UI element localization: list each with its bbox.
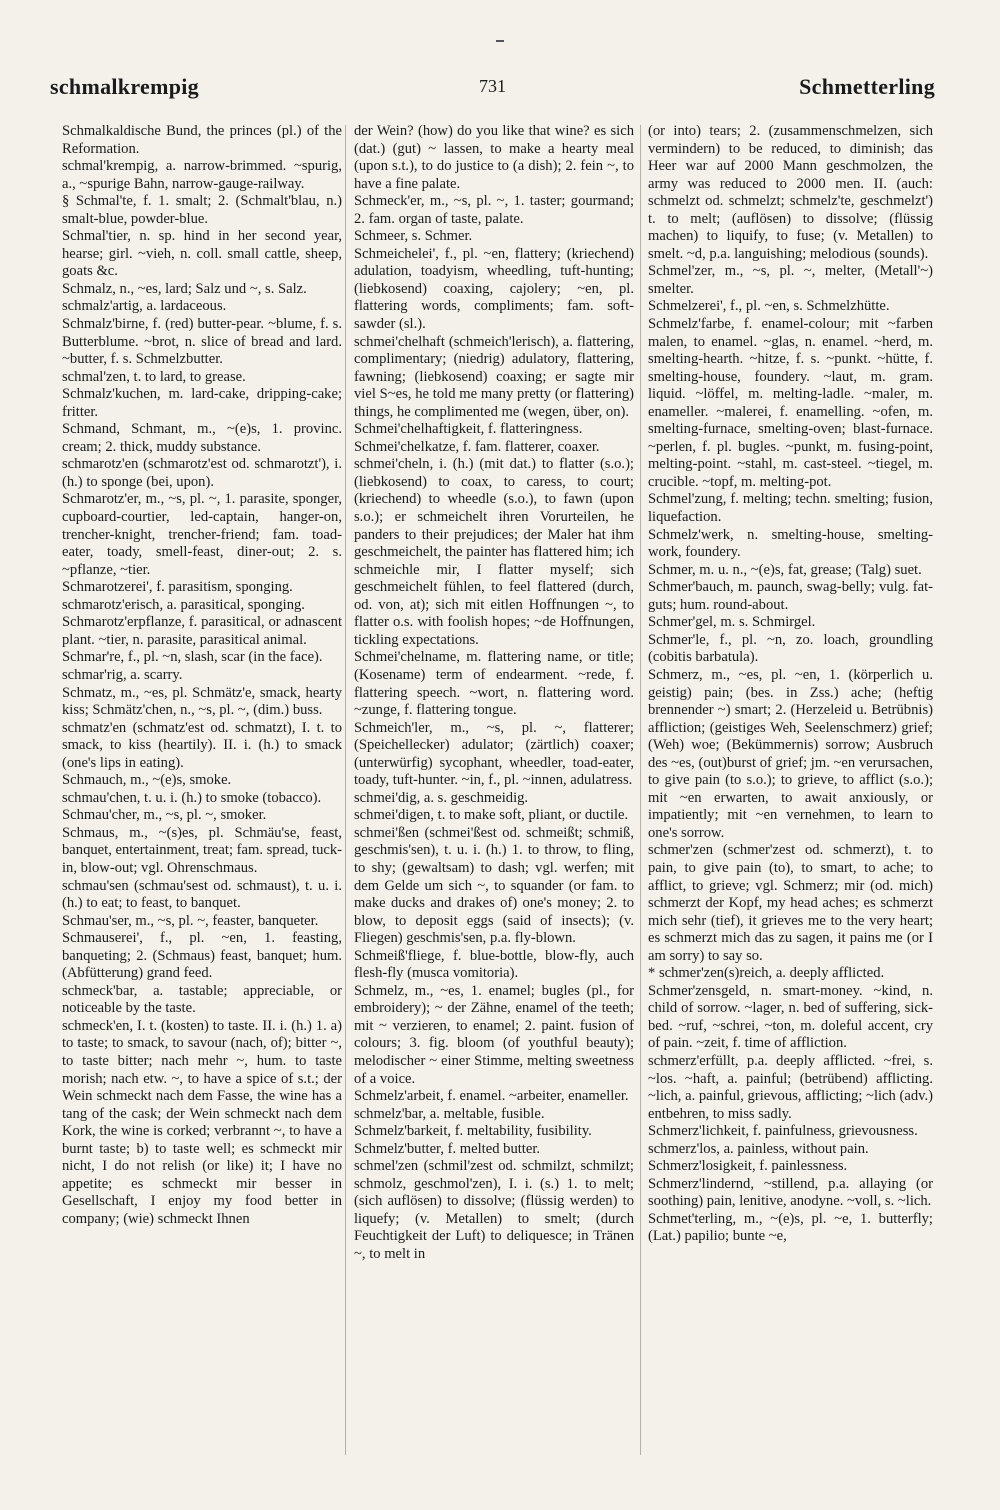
dictionary-entry: Schmelz'farbe, f. enamel-colour; mit ~farben malen, to enamel. ~glas, n. enamel. ~herd, m. smelting-hearth. ~hitze, f. s. ~punkt. ~hütte, f. smelting-house, foundery. ~laut, m. gram. liquid. ~löffel, m. melting-ladle. ~maler, m. enameller. ~malerei, f. enamelling. ~ofen, m. smelting-furnace, smelting-oven; blast-furnace. ~perlen, f. pl. bugles. ~punkt, m. fusing-point, melting-point. ~stahl, m. cast-steel. ~tiegel, m. crucible. ~topf, m. melting-pot. — [648, 316, 933, 490]
dictionary-entry: Schmal'tier, n. sp. hind in her second year, hearse; girl. ~vieh, n. coll. small cattle, sheep, goats &c. — [62, 228, 342, 280]
column-divider — [640, 125, 641, 1455]
dictionary-entry: Schmer'zensgeld, n. smart-money. ~kind, n. child of sorrow. ~lager, n. bed of suffering, sick-bed. ~ruf, ~schrei, ~ton, m. doleful accent, cry of pain. ~zeit, f. time of affliction. — [648, 982, 933, 1052]
dictionary-entry: Schmerz'lindernd, ~stillend, p.a. allaying (or soothing) pain, lenitive, anodyne. ~voll, s. ~lich. — [648, 1175, 933, 1210]
dictionary-entry: Schmeer, s. Schmer. — [354, 228, 473, 245]
dictionary-entry: Schmelz'arbeit, f. enamel. ~arbeiter, enameller. — [354, 1088, 629, 1105]
right-guide-word: Schmetterling — [799, 74, 935, 99]
dictionary-entry: Schmelz'barkeit, f. meltability, fusibility. — [354, 1123, 592, 1140]
dictionary-entry: Schmeck'er, m., ~s, pl. ~, 1. taster; gourmand; 2. fam. organ of taste, palate. — [354, 193, 634, 227]
column-3 — [648, 123, 933, 1463]
dictionary-entry: schmarotz'erisch, a. parasitical, sponging. — [62, 596, 305, 613]
dictionary-entry: schmeck'bar, a. tastable; appreciable, or noticeable by the taste. — [62, 982, 342, 1017]
top-mark — [496, 40, 504, 42]
dictionary-entry: Schmer'le, f., pl. ~n, zo. loach, groundling (cobitis barbatula). — [648, 631, 933, 666]
dictionary-entry: Schmand, Schmant, m., ~(e)s, 1. provinc. cream; 2. thick, muddy substance. — [62, 421, 342, 455]
dictionary-entry: Schmei'chelname, m. flattering name, or title; (Kosename) term of endearment. ~rede, f. flattering speech. ~wort, n. flattering word. ~zunge, f. flattering tongue. — [354, 649, 634, 719]
dictionary-entry: Schmer, m. u. n., ~(e)s, fat, grease; (Talg) suet. — [648, 561, 922, 578]
page-header — [50, 74, 935, 102]
dictionary-entry: schmei'digen, t. to make soft, pliant, or ductile. — [354, 807, 629, 824]
dictionary-entry: Schmelz'werk, n. smelting-house, smelting-work, foundery. — [648, 526, 933, 561]
dictionary-entry: schmarotz'en (schmarotz'est od. schmarotzt'), i. (h.) to sponge (bei, upon). — [62, 456, 342, 490]
dictionary-entry: Schmarotz'erpflanze, f. parasitical, or adnascent plant. ~tier, n. parasite, parasitical animal. — [62, 614, 342, 648]
dictionary-entry: schmal'zen, t. to lard, to grease. — [62, 368, 246, 385]
dictionary-entry: Schmar're, f., pl. ~n, slash, scar (in the face). — [62, 649, 323, 666]
dictionary-entry: Schmarotzerei', f. parasitism, sponging. — [62, 579, 293, 596]
dictionary-entry: schmel'zen (schmil'zest od. schmilzt, schmilzt; schmolz, geschmol'zen), I. i. (s.) 1. to melt; (sich auflösen) to dissolve; (flüssig werden) to liquefy; (v. Metallen) to smelt; (durch Feuchtigkeit der Luft) to deliquesce; in Tränen ~, to melt in — [354, 1158, 634, 1262]
page-number: 731 — [479, 76, 506, 96]
dictionary-entry: Schmel'zer, m., ~s, pl. ~, melter, (Metall'~) smelter. — [648, 263, 933, 297]
dictionary-entry: Schmalz'birne, f. (red) butter-pear. ~blume, f. s. Butterblume. ~brot, n. slice of bread and lard. ~butter, f. s. Schmelzbutter. — [62, 316, 342, 368]
dictionary-entry: schmerz'erfüllt, p.a. deeply afflicted. ~frei, s. ~los. ~haft, a. painful; (betrübend) afflicting. ~lich, a. painful, grievous, afflicting; ~lich (adv.) entbehren, to miss sadly. — [648, 1052, 933, 1122]
dictionary-entry: Schmeich'ler, m., ~s, pl. ~, flatterer; (Speichellecker) adulator; (zärtlich) coaxer; (unterwürfig) sycophant, wheedler, toad-eater, toady, tuft-hunter. ~in, f., pl. ~innen, adulatress. — [354, 719, 634, 789]
dictionary-entry: der Wein? (how) do you like that wine? es sich (dat.) (gut) ~ lassen, to make a hearty meal (upon s.t.), to do justice to (a dish); 2. fein ~, to have a fine palate. — [354, 123, 634, 192]
column-divider — [345, 125, 346, 1455]
dictionary-entry: schmei'ßen (schmei'ßest od. schmeißt; schmiß, geschmis'sen), t. u. i. (h.) 1. to throw, to fling, to shy; (gewaltsam) to dash; vgl. werfen; mit dem Gelde um sich ~, to squander (or fam. to make ducks and drakes of) one's money; 2. to blow, to deposit eggs (said of insects); (v. Fliegen) geschmis'sen, p.a. fly-blown. — [354, 824, 634, 947]
dictionary-entry: Schmer'gel, m. s. Schmirgel. — [648, 614, 816, 631]
dictionary-entry: schmei'chelhaft (schmeich'lerisch), a. flattering, complimentary; (niedrig) adulatory, flattering, fawning; (liebkosend) coaxing; er sagte mir viel S~es, he told me many pretty (or flattering) things, he complimented me (wegen, über, on). — [354, 333, 634, 420]
dictionary-entry: Schmelzerei', f., pl. ~en, s. Schmelzhütte. — [648, 298, 890, 315]
dictionary-entry: Schmarotz'er, m., ~s, pl. ~, 1. parasite, sponger, cupboard-courtier, led-captain, hanger-on, trencher-knight, trencher-friend; fam. toad-eater, toady, smell-feast, diner-out; 2. s. ~pflanze, ~tier. — [62, 491, 342, 578]
dictionary-entry: Schmeichelei', f., pl. ~en, flattery; (kriechend) adulation, toadyism, wheedling, tuft-hunting; (liebkosend) coaxing, cajolery; ~en, pl. flattering words, compliments; fam. soft-sawder (sl.). — [354, 245, 634, 333]
dictionary-entry: schmei'dig, a. s. geschmeidig. — [354, 789, 529, 806]
dictionary-entry: schmatz'en (schmatz'est od. schmatzt), I. t. to smack, to kiss (heartily). II. i. (h.) to smack (one's lips in eating). — [62, 719, 342, 771]
dictionary-entry: Schmei'chelhaftigkeit, f. flatteringness. — [354, 421, 583, 438]
dictionary-entry: Schmau'cher, m., ~s, pl. ~, smoker. — [62, 807, 267, 824]
dictionary-entry: Schmalz, n., ~es, lard; Salz und ~, s. Salz. — [62, 280, 307, 297]
dictionary-entry: Schmet'terling, m., ~(e)s, pl. ~e, 1. butterfly; (Lat.) papilio; bunte ~e, — [648, 1210, 933, 1245]
dictionary-entry: schmal'krempig, a. narrow-brimmed. ~spurig, a., ~spurige Bahn, narrow-gauge-railway. — [62, 158, 342, 192]
dictionary-entry: Schmau'ser, m., ~s, pl. ~, feaster, banqueter. — [62, 912, 319, 929]
dictionary-entry: Schmaus, m., ~(s)es, pl. Schmäu'se, feast, banquet, entertainment, treat; fam. spread, tuck-in, blow-out; vgl. Ohrenschmaus. — [62, 824, 342, 876]
left-guide-word: schmalkrempig — [50, 74, 199, 99]
dictionary-entry: schmau'chen, t. u. i. (h.) to smoke (tobacco). — [62, 789, 322, 806]
dictionary-entry: Schmerz'losigkeit, f. painlessness. — [648, 1158, 848, 1175]
dictionary-entry: Schmerz'lichkeit, f. painfulness, grievousness. — [648, 1123, 918, 1140]
column-2 — [354, 123, 634, 1463]
dictionary-entry: Schmelz, m., ~es, 1. enamel; bugles (pl., for embroidery); ~ der Zähne, enamel of the teeth; mit ~ verzieren, to enamel; 2. paint. fusion of colours; 3. fig. bloom (of youthful beauty); melodischer ~ einer Stimme, melting sweetness of a voice. — [354, 982, 634, 1087]
dictionary-entry: Schmatz, m., ~es, pl. Schmätz'e, smack, hearty kiss; Schmätz'chen, n., ~s, pl. ~, (dim.) buss. — [62, 684, 342, 719]
dictionary-entry: Schmauch, m., ~(e)s, smoke. — [62, 772, 232, 789]
dictionary-entry: schmalz'artig, a. lardaceous. — [62, 298, 227, 315]
dictionary-entry: * schmer'zen(s)reich, a. deeply afflicted. — [648, 965, 885, 982]
dictionary-entry: Schmel'zung, f. melting; techn. smelting; fusion, liquefaction. — [648, 491, 933, 526]
dictionary-entry: § Schmal'te, f. 1. smalt; 2. (Schmalt'blau, n.) smalt-blue, powder-blue. — [62, 193, 342, 227]
column-1 — [62, 123, 342, 1463]
dictionary-entry: Schmalkaldische Bund, the princes (pl.) of the Reformation. — [62, 123, 342, 157]
dictionary-entry: Schmerz, m., ~es, pl. ~en, 1. (körperlich u. geistig) pain; (bes. in Zss.) ache; (heftig brennender ~) smart; 2. (Herzeleid u. Betrübnis) affliction; (geistiges Weh, Seelenschmerz) grief; (Weh) woe; (Bekümmernis) sorrow; Ausbruch des ~es, (out)burst of grief; jm. ~en verursachen, to give pain (to s.o.); to grieve, to afflict (s.o.); mit ~en erwarten, to await anxiously, or impatiently; mit ~en vernehmen, to learn to one's sorrow. — [648, 666, 933, 841]
dictionary-entry: Schmauserei', f., pl. ~en, 1. feasting, banqueting; 2. (Schmaus) feast, banquet; hum. (Abfütterung) grand feed. — [62, 930, 342, 982]
dictionary-entry: Schmeiß'fliege, f. blue-bottle, blow-fly, auch flesh-fly (musca vomitoria). — [354, 947, 634, 982]
dictionary-entry: schmau'sen (schmau'sest od. schmaust), t. u. i. (h.) to eat; to feast, to banquet. — [62, 877, 342, 912]
dictionary-entry: schmer'zen (schmer'zest od. schmerzt), t. to pain, to give pain (to), to smart, to ache; to afflict, to grieve; vgl. Schmerz; mir (od. mich) schmerzt der Kopf, my head aches; es schmerzt mich sehr (tief), it grieves me to the very heart; es schmerzt mich das zu sagen, it pains me (or I am sorry) to say so. — [648, 842, 933, 964]
dictionary-entry: (or into) tears; 2. (zusammenschmelzen, sich vermindern) to be reduced, to diminish; das Heer war auf 2000 Mann geschmolzen, the army was reduced to 2000 men. II. (auch: schmelzt od. schmelzt; schmelz'te, geschmelzt') t. to melt; (auflösen) to dissolve; (flüssig machen) to liquify, to fuse; (v. Metallen) to smelt. ~d, p.a. languishing; melodious (sounds). — [648, 123, 933, 262]
dictionary-entry: Schmer'bauch, m. paunch, swag-belly; vulg. fat-guts; hum. round-about. — [648, 579, 933, 613]
dictionary-entry: schmeck'en, I. t. (kosten) to taste. II. i. (h.) 1. a) to taste; to smack, to savour (nach, of); bitter ~, to taste bitter; nach mehr ~, hum. to taste morish; nach etw. ~, to have a spice of s.t.; der Wein schmeckt nach dem Fasse, the wine has a tang of the cask; der Wein schmeckt nach dem Kork, the wine is corked; verbrannt ~, to have a burnt taste; b) to taste well; es schmeckt mir nicht, I do not relish (or like) it; I have no appetite; es schmeckt mir besser in Gesellschaft, I enjoy my food better in company; (wie) schmeckt Ihnen — [62, 1017, 342, 1227]
dictionary-entry: Schmelz'butter, f. melted butter. — [354, 1140, 541, 1157]
dictionary-entry: schmelz'bar, a. meltable, fusible. — [354, 1105, 545, 1122]
dictionary-entry: schmar'rig, a. scarry. — [62, 666, 183, 683]
dictionary-entry: Schmei'chelkatze, f. fam. flatterer, coaxer. — [354, 438, 600, 455]
dictionary-entry: Schmalz'kuchen, m. lard-cake, dripping-cake; fritter. — [62, 386, 342, 420]
dictionary-entry: schmerz'los, a. painless, without pain. — [648, 1140, 869, 1157]
dictionary-entry: schmei'cheln, i. (h.) (mit dat.) to flatter (s.o.); (liebkosend) to coax, to caress, to court; (kriechend) to wheedle (s.o.), to fawn (upon s.o.); er schmeichelt ihren Vorurteilen, he panders to their prejudices; der Maler hat ihm geschmeichelt, the painter has flattered him; ich schmeichle mir, I flatter myself; sich geschmeichelt fühlen, to feel flattered (durch, od. von, at); sich mit eitlen Hoffnungen ~, to flatter o.s. with foolish hopes; ~de Hoffnungen, tickling expectations. — [354, 456, 634, 648]
